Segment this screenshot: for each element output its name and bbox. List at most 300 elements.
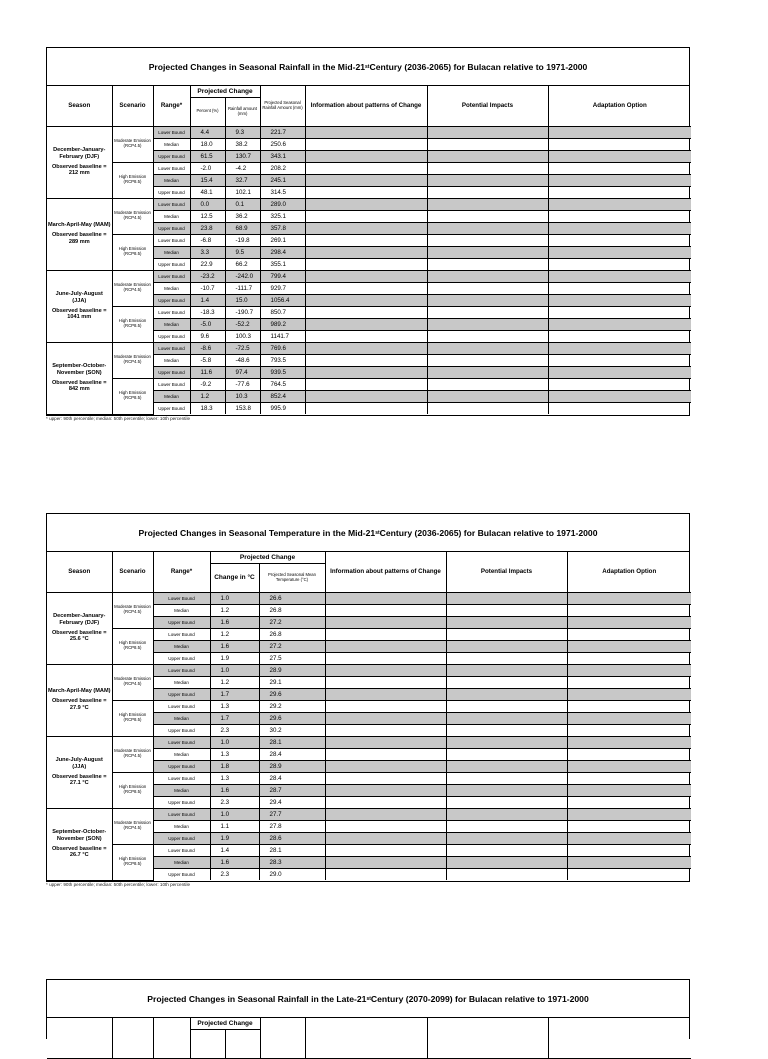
value-cell: 1.4 (210, 844, 259, 856)
header-season: Season (47, 552, 112, 592)
season-cell (47, 126, 112, 198)
empty-cell (305, 294, 427, 306)
table-row (47, 736, 691, 748)
value-cell: 793.5 (260, 354, 305, 366)
empty-cell (325, 832, 446, 844)
empty-cell (446, 712, 567, 724)
header-scenario: Scenario (112, 552, 153, 592)
season-cell (47, 198, 112, 270)
range-label: Upper Bound (153, 868, 210, 880)
empty-cell (548, 318, 691, 330)
empty-cell (446, 676, 567, 688)
value-cell: -19.8 (225, 234, 260, 246)
value-cell: 0.0 (190, 198, 225, 210)
value-cell: 28.9 (259, 760, 325, 772)
empty-cell (305, 162, 427, 174)
observed-baseline: Observed baseline = 27.1 °C (51, 773, 107, 787)
empty-cell (567, 700, 691, 712)
season-name: March-April-May (MAM) (48, 688, 111, 695)
table-title: Projected Changes in Seasonal Rainfall in the Late-21 st Century (2070-2099) for Bulacan relative to 1971-2000 (47, 980, 689, 1018)
empty-cell (446, 724, 567, 736)
empty-cell (548, 366, 691, 378)
range-label: Upper Bound (153, 330, 190, 342)
empty-cell (548, 378, 691, 390)
empty-cell (305, 246, 427, 258)
empty-cell (567, 856, 691, 868)
range-label: Lower Bound (153, 808, 210, 820)
range-label: Lower Bound (153, 126, 190, 138)
value-cell: 26.8 (259, 628, 325, 640)
value-cell: 29.0 (259, 868, 325, 880)
value-cell: 36.2 (225, 210, 260, 222)
value-cell: 1.2 (210, 604, 259, 616)
header-impacts (427, 1018, 548, 1058)
table-row (47, 664, 691, 676)
empty-cell (567, 748, 691, 760)
value-cell: 343.1 (260, 150, 305, 162)
empty-cell (325, 868, 446, 880)
empty-cell (446, 772, 567, 784)
value-cell: 289.0 (260, 198, 305, 210)
empty-cell (446, 664, 567, 676)
table-row (47, 378, 691, 390)
empty-cell (305, 222, 427, 234)
header-scenario (112, 1018, 153, 1058)
range-label: Lower Bound (153, 162, 190, 174)
empty-cell (567, 712, 691, 724)
empty-cell (427, 210, 548, 222)
range-label: Lower Bound (153, 592, 210, 604)
value-cell: 30.2 (259, 724, 325, 736)
range-label: Median (153, 856, 210, 868)
season-cell (47, 270, 112, 342)
empty-cell (427, 138, 548, 150)
empty-cell (305, 378, 427, 390)
empty-cell (548, 198, 691, 210)
range-label: Median (153, 604, 210, 616)
header-range (153, 1018, 190, 1058)
empty-cell (548, 390, 691, 402)
range-label: Upper Bound (153, 150, 190, 162)
value-cell: -52.2 (225, 318, 260, 330)
empty-cell (427, 246, 548, 258)
range-label: Upper Bound (153, 186, 190, 198)
range-label: Median (153, 246, 190, 258)
value-cell: 18.0 (190, 138, 225, 150)
empty-cell (305, 174, 427, 186)
range-label: Lower Bound (153, 198, 190, 210)
empty-cell (567, 820, 691, 832)
empty-cell (305, 150, 427, 162)
value-cell: -77.6 (225, 378, 260, 390)
empty-cell (305, 198, 427, 210)
value-cell: -23.2 (190, 270, 225, 282)
empty-cell (446, 688, 567, 700)
range-label: Lower Bound (153, 378, 190, 390)
value-cell: 1.4 (190, 294, 225, 306)
empty-cell (567, 796, 691, 808)
empty-cell (325, 616, 446, 628)
value-cell: 355.1 (260, 258, 305, 270)
empty-cell (567, 868, 691, 880)
value-cell: 1.1 (210, 820, 259, 832)
range-label: Median (153, 354, 190, 366)
empty-cell (548, 294, 691, 306)
season-name: September-October-November (SON) (52, 828, 107, 842)
value-cell: 250.6 (260, 138, 305, 150)
value-cell: 850.7 (260, 306, 305, 318)
range-label: Upper Bound (153, 652, 210, 664)
empty-cell (567, 604, 691, 616)
value-cell: 26.8 (259, 604, 325, 616)
empty-cell (548, 210, 691, 222)
value-cell: 61.5 (190, 150, 225, 162)
value-cell: 769.6 (260, 342, 305, 354)
empty-cell (567, 592, 691, 604)
header-adaptation: Adaptation Option (548, 86, 691, 126)
empty-cell (567, 736, 691, 748)
value-cell: -48.6 (225, 354, 260, 366)
value-cell: -72.5 (225, 342, 260, 354)
value-cell: 28.4 (259, 748, 325, 760)
empty-cell (325, 628, 446, 640)
empty-cell (325, 592, 446, 604)
header-range: Range* (153, 86, 190, 126)
value-cell: 27.2 (259, 640, 325, 652)
value-cell: 28.3 (259, 856, 325, 868)
empty-cell (427, 198, 548, 210)
season-name: December-January-February (DJF) (53, 612, 106, 626)
value-cell: 314.5 (260, 186, 305, 198)
observed-baseline: Observed baseline = 27.9 °C (51, 698, 107, 711)
range-label: Lower Bound (153, 700, 210, 712)
empty-cell (567, 784, 691, 796)
data-table (47, 552, 691, 881)
table-row (47, 234, 691, 246)
empty-cell (427, 150, 548, 162)
empty-cell (446, 592, 567, 604)
empty-cell (446, 736, 567, 748)
empty-cell (427, 222, 548, 234)
value-cell: 66.2 (225, 258, 260, 270)
range-label: Lower Bound (153, 664, 210, 676)
season-name: June-July-August (JJA) (55, 290, 103, 304)
value-cell: 38.2 (225, 138, 260, 150)
value-cell: 28.6 (259, 832, 325, 844)
value-cell: 1.3 (210, 700, 259, 712)
empty-cell (427, 174, 548, 186)
table-title: Projected Changes in Seasonal Temperature in the Mid-21 st Century (2036-2065) for Bulacan relative to 1971-2000 (47, 514, 689, 552)
rainfall-late-century-table (46, 979, 690, 1039)
value-cell: 27.5 (259, 652, 325, 664)
value-cell: 1.0 (210, 808, 259, 820)
value-cell: -242.0 (225, 270, 260, 282)
season-cell (47, 592, 112, 664)
value-cell: 26.6 (259, 592, 325, 604)
scenario-moderate: Moderate Emission (RCP4.5) (112, 126, 153, 162)
value-cell: 1.3 (210, 748, 259, 760)
empty-cell (427, 126, 548, 138)
value-cell: 29.6 (259, 688, 325, 700)
value-cell: -5.0 (190, 318, 225, 330)
range-label: Median (153, 318, 190, 330)
empty-cell (567, 844, 691, 856)
empty-cell (305, 342, 427, 354)
value-cell: 929.7 (260, 282, 305, 294)
empty-cell (548, 222, 691, 234)
empty-cell (325, 712, 446, 724)
header-scenario: Scenario (112, 86, 153, 126)
empty-cell (548, 306, 691, 318)
empty-cell (548, 150, 691, 162)
scenario-high: High Emission (RCP8.5) (112, 378, 153, 414)
empty-cell (548, 342, 691, 354)
value-cell: 27.8 (259, 820, 325, 832)
empty-cell (325, 700, 446, 712)
value-cell: 208.2 (260, 162, 305, 174)
empty-cell (446, 760, 567, 772)
range-label: Median (153, 820, 210, 832)
value-cell: -10.7 (190, 282, 225, 294)
range-label: Upper Bound (153, 258, 190, 270)
value-cell: 221.7 (260, 126, 305, 138)
empty-cell (325, 652, 446, 664)
empty-cell (548, 246, 691, 258)
empty-cell (427, 342, 548, 354)
value-cell: 29.2 (259, 700, 325, 712)
value-cell: 1.8 (210, 760, 259, 772)
empty-cell (325, 856, 446, 868)
empty-cell (305, 234, 427, 246)
value-cell: 28.9 (259, 664, 325, 676)
empty-cell (446, 820, 567, 832)
empty-cell (446, 616, 567, 628)
value-cell: 28.4 (259, 772, 325, 784)
empty-cell (548, 162, 691, 174)
value-cell: 0.1 (225, 198, 260, 210)
scenario-moderate: Moderate Emission (RCP4.5) (112, 270, 153, 306)
empty-cell (446, 700, 567, 712)
empty-cell (305, 354, 427, 366)
empty-cell (325, 640, 446, 652)
empty-cell (325, 760, 446, 772)
range-label: Median (153, 676, 210, 688)
value-cell: 989.2 (260, 318, 305, 330)
range-label: Lower Bound (153, 736, 210, 748)
footnote: * upper: 90th percentile; median: 50th percentile; lower: 10th percentile (46, 882, 191, 887)
value-cell: 23.8 (190, 222, 225, 234)
observed-baseline: Observed baseline = 212 mm (51, 163, 107, 177)
season-name: September-October-November (SON) (52, 362, 107, 376)
value-cell: 29.1 (259, 676, 325, 688)
value-cell: 28.1 (259, 736, 325, 748)
value-cell: -18.3 (190, 306, 225, 318)
table-row (47, 270, 691, 282)
empty-cell (325, 736, 446, 748)
header-rainfall-amount: Rainfall amount (mm) (225, 97, 260, 126)
header-info: Information about patterns of Change (305, 86, 427, 126)
header-projected-seasonal: Projected Seasonal Rainfall Amount (mm) (260, 86, 305, 126)
value-cell: 15.4 (190, 174, 225, 186)
empty-cell (427, 282, 548, 294)
range-label: Upper Bound (153, 688, 210, 700)
range-label: Median (153, 282, 190, 294)
empty-cell (567, 688, 691, 700)
value-cell: 1.0 (210, 664, 259, 676)
value-cell: 1.7 (210, 712, 259, 724)
scenario-high: High Emission (RCP8.5) (112, 234, 153, 270)
value-cell: 852.4 (260, 390, 305, 402)
empty-cell (567, 724, 691, 736)
empty-cell (305, 282, 427, 294)
empty-cell (446, 856, 567, 868)
range-label: Lower Bound (153, 628, 210, 640)
value-cell: 9.6 (190, 330, 225, 342)
value-cell: 29.4 (259, 796, 325, 808)
header-adaptation (548, 1018, 691, 1058)
empty-cell (325, 796, 446, 808)
empty-cell (548, 330, 691, 342)
value-cell: 68.9 (225, 222, 260, 234)
value-cell: -9.2 (190, 378, 225, 390)
empty-cell (325, 724, 446, 736)
empty-cell (427, 330, 548, 342)
empty-cell (567, 664, 691, 676)
empty-cell (548, 126, 691, 138)
value-cell: 27.7 (259, 808, 325, 820)
empty-cell (446, 796, 567, 808)
value-cell: 995.9 (260, 402, 305, 414)
table-row (47, 342, 691, 354)
range-label: Upper Bound (153, 366, 190, 378)
empty-cell (548, 354, 691, 366)
value-cell: 102.1 (225, 186, 260, 198)
empty-cell (548, 174, 691, 186)
empty-cell (325, 604, 446, 616)
value-cell: -5.8 (190, 354, 225, 366)
value-cell: 1.9 (210, 832, 259, 844)
range-label: Lower Bound (153, 342, 190, 354)
value-cell: 48.1 (190, 186, 225, 198)
header-projected-seasonal (260, 1018, 305, 1058)
value-cell: 1.9 (210, 652, 259, 664)
value-cell: 9.3 (225, 126, 260, 138)
range-label: Median (153, 174, 190, 186)
season-cell (47, 342, 112, 414)
empty-cell (427, 354, 548, 366)
value-cell: 29.6 (259, 712, 325, 724)
scenario-high: High Emission (RCP8.5) (112, 700, 153, 736)
range-label: Lower Bound (153, 234, 190, 246)
empty-cell (548, 270, 691, 282)
empty-cell (548, 258, 691, 270)
range-label: Upper Bound (153, 760, 210, 772)
empty-cell (325, 664, 446, 676)
value-cell: 11.6 (190, 366, 225, 378)
value-cell: 1.6 (210, 856, 259, 868)
empty-cell (427, 162, 548, 174)
empty-cell (548, 186, 691, 198)
value-cell: 12.5 (190, 210, 225, 222)
value-cell: 357.8 (260, 222, 305, 234)
empty-cell (325, 784, 446, 796)
observed-baseline: Observed baseline = 1041 mm (51, 307, 107, 321)
empty-cell (325, 808, 446, 820)
empty-cell (427, 294, 548, 306)
value-cell: 1.6 (210, 784, 259, 796)
empty-cell (305, 258, 427, 270)
value-cell: -2.0 (190, 162, 225, 174)
empty-cell (446, 844, 567, 856)
value-cell: 100.3 (225, 330, 260, 342)
range-label: Median (153, 748, 210, 760)
scenario-high: High Emission (RCP8.5) (112, 772, 153, 808)
empty-cell (305, 330, 427, 342)
range-label: Median (153, 390, 190, 402)
empty-cell (305, 402, 427, 414)
value-cell: 28.7 (259, 784, 325, 796)
table-row (47, 628, 691, 640)
range-label: Upper Bound (153, 402, 190, 414)
table-row (47, 162, 691, 174)
header-impacts: Potential Impacts (446, 552, 567, 592)
empty-cell (446, 628, 567, 640)
range-label: Median (153, 210, 190, 222)
temperature-mid-century-table (46, 513, 690, 882)
empty-cell (427, 270, 548, 282)
range-label: Median (153, 138, 190, 150)
empty-cell (446, 604, 567, 616)
observed-baseline: Observed baseline = 25.6 °C (51, 629, 107, 643)
table-row (47, 306, 691, 318)
scenario-moderate: Moderate Emission (RCP4.5) (112, 342, 153, 378)
value-cell: 1.6 (210, 640, 259, 652)
table-row (47, 198, 691, 210)
value-cell: 1.2 (210, 628, 259, 640)
empty-cell (305, 270, 427, 282)
range-label: Upper Bound (153, 294, 190, 306)
empty-cell (427, 378, 548, 390)
rainfall-mid-century-table (46, 47, 690, 416)
empty-cell (567, 772, 691, 784)
empty-cell (305, 366, 427, 378)
value-cell: 799.4 (260, 270, 305, 282)
empty-cell (446, 748, 567, 760)
header-adaptation: Adaptation Option (567, 552, 691, 592)
scenario-high: High Emission (RCP8.5) (112, 628, 153, 664)
range-label: Upper Bound (153, 724, 210, 736)
empty-cell (446, 784, 567, 796)
value-cell: -8.6 (190, 342, 225, 354)
value-cell: 4.4 (190, 126, 225, 138)
empty-cell (325, 748, 446, 760)
scenario-moderate: Moderate Emission (RCP4.5) (112, 198, 153, 234)
empty-cell (567, 760, 691, 772)
empty-cell (325, 772, 446, 784)
header-sub1 (190, 1029, 225, 1058)
value-cell: 15.0 (225, 294, 260, 306)
table-row (47, 772, 691, 784)
empty-cell (567, 616, 691, 628)
empty-cell (567, 640, 691, 652)
table-title: Projected Changes in Seasonal Rainfall in the Mid-21 st Century (2036-2065) for Bulacan relative to 1971-2000 (47, 48, 689, 86)
empty-cell (305, 306, 427, 318)
value-cell: 97.4 (225, 366, 260, 378)
range-label: Lower Bound (153, 844, 210, 856)
season-name: March-April-May (MAM) (48, 222, 111, 229)
range-label: Median (153, 640, 210, 652)
value-cell: 18.3 (190, 402, 225, 414)
